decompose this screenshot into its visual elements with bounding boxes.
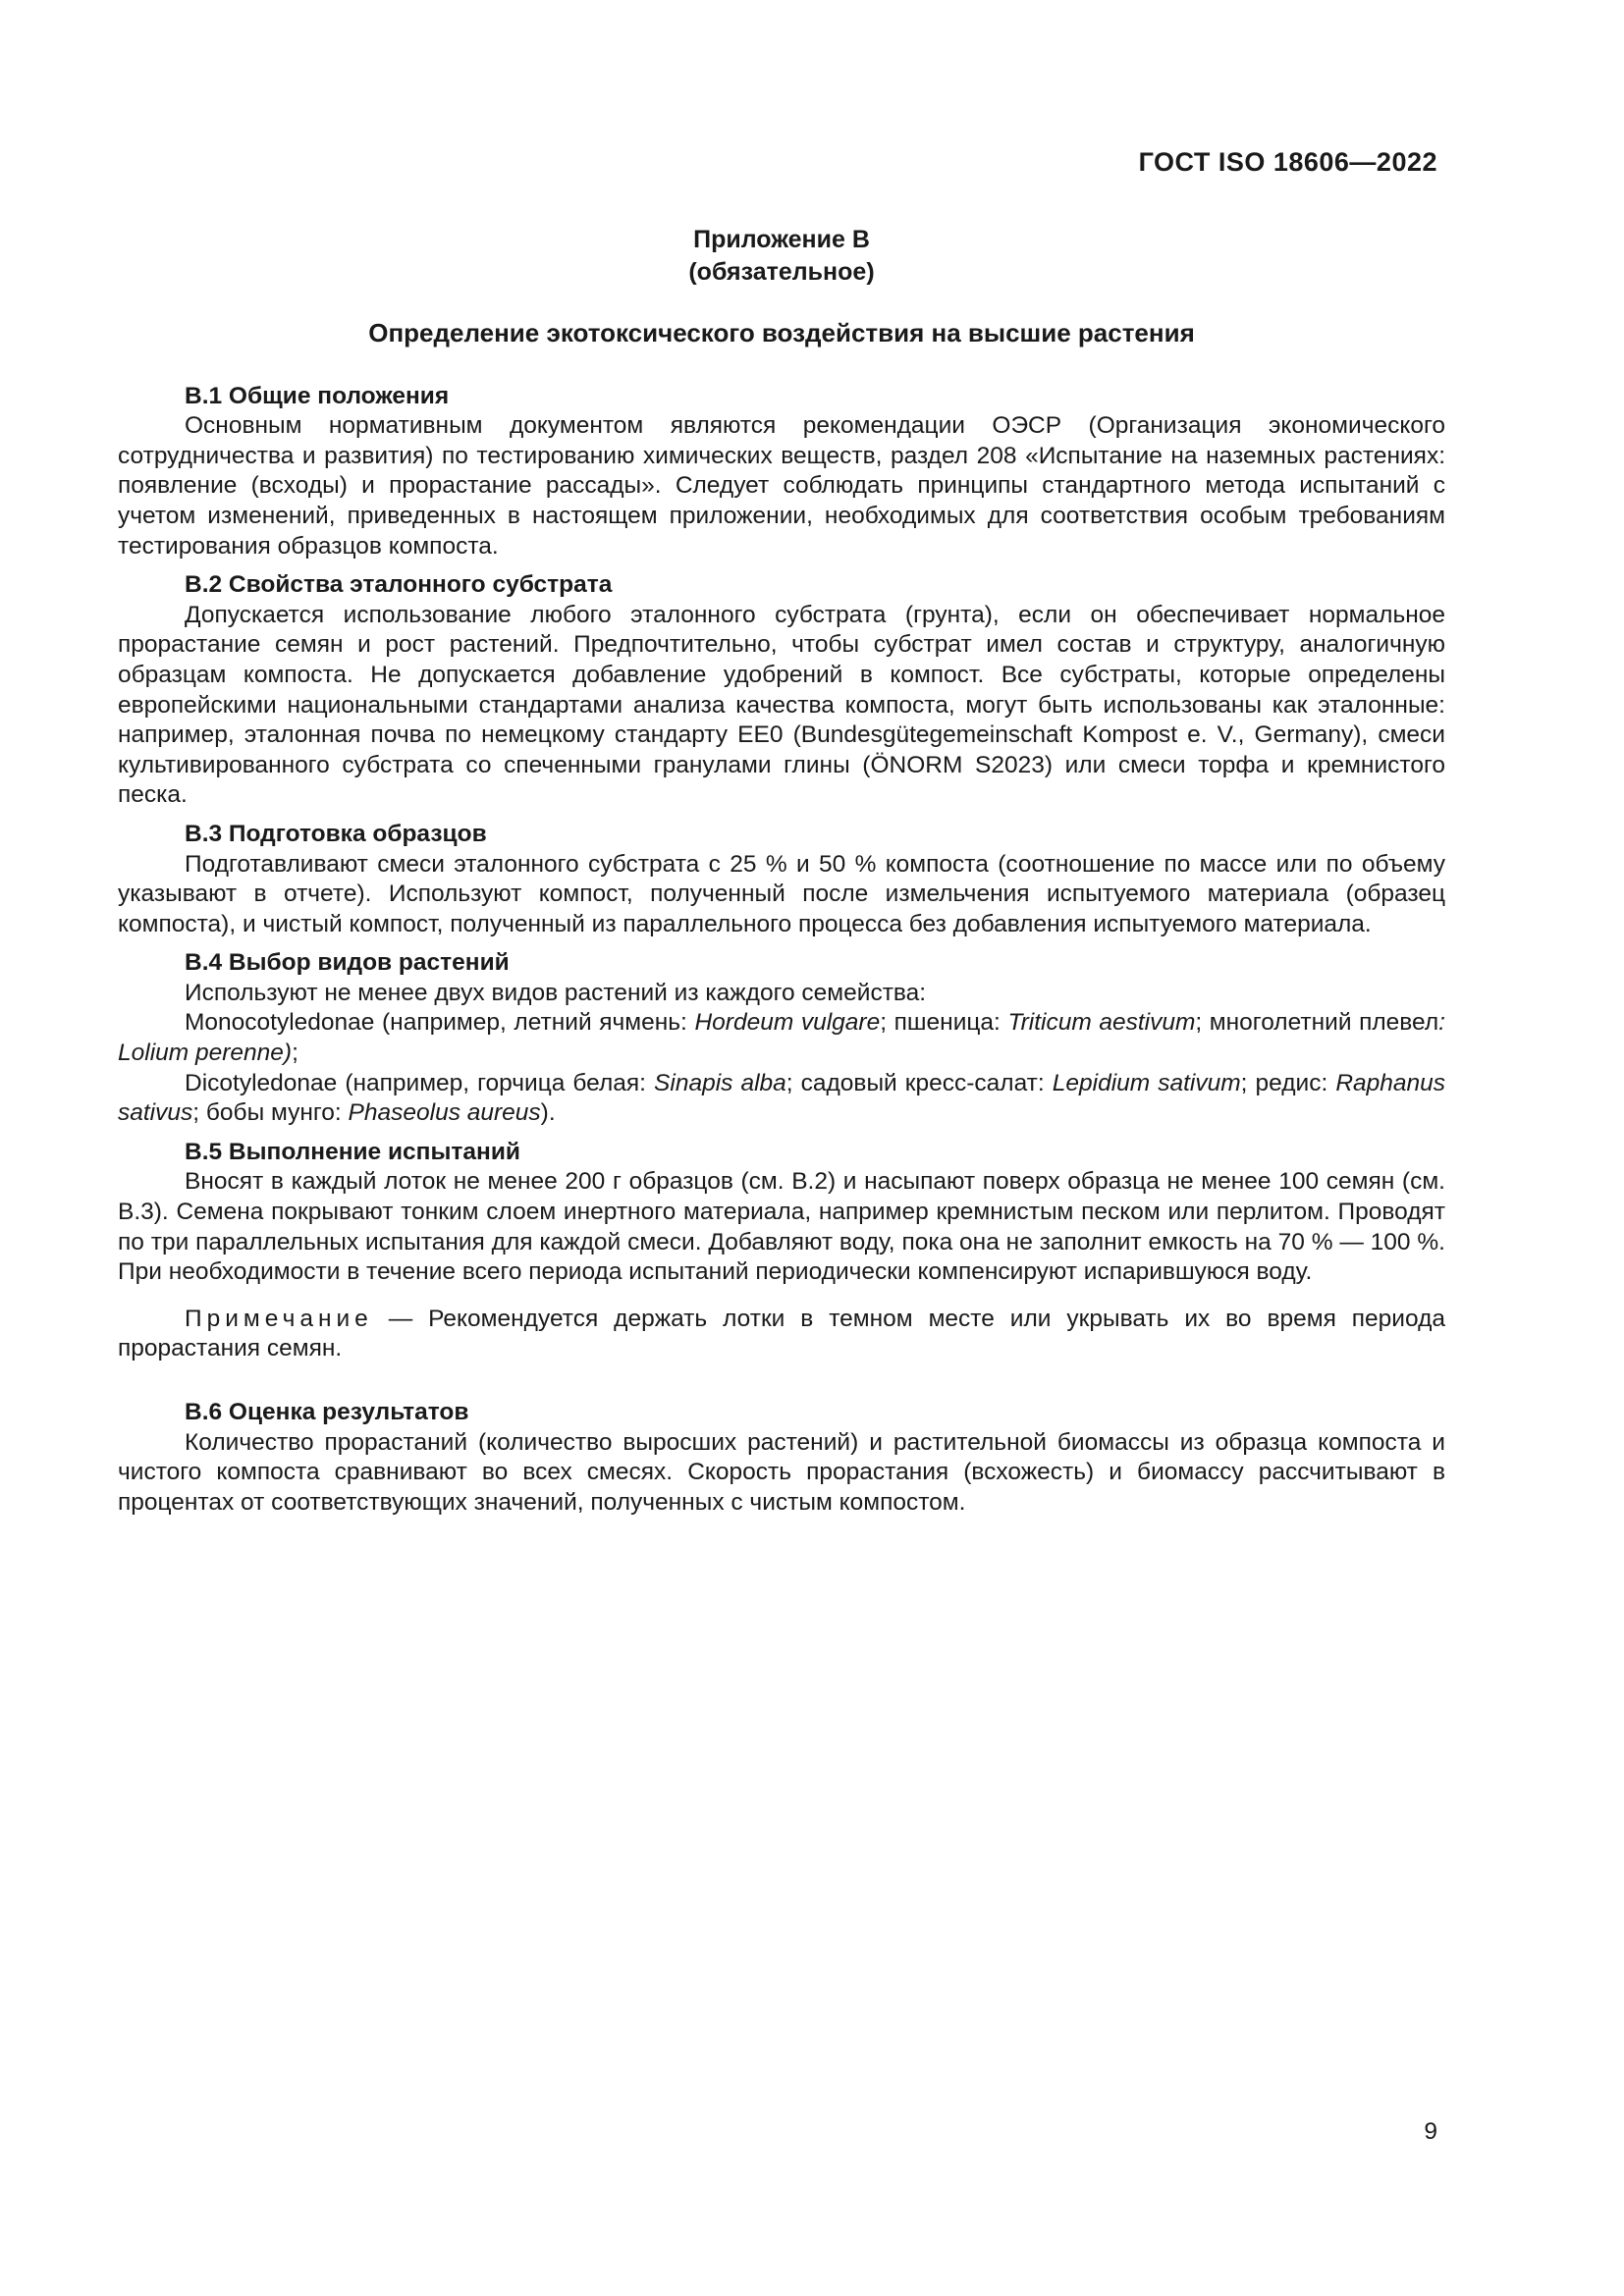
dicotyledonae-paragraph	[118, 1069, 1445, 1129]
di-text-b: ; садовый кресс-салат:	[785, 1069, 1053, 1096]
appendix-status: (обязательное)	[688, 258, 875, 286]
page-number: 9	[1424, 2118, 1437, 2145]
section-b5-text: Вносят в каждый лоток не менее 200 г образцов (см. В.2) и насыпают поверх образца не менее 100 семян (см. В.3). Семена покрывают тонким слоем инертного материала, например кремнистым песком или перлитом. Проводят по три параллельных испытания для каждой смеси. Добавляют воду, пока она не заполнит емкость на 70 % — 100 %. При необходимости в течение всего периода испытаний периодически компенсируют испарившуюся воду.	[118, 1168, 1445, 1286]
section-b5-note	[118, 1305, 1445, 1364]
section-b3-heading: В.3 Подготовка образцов	[185, 820, 487, 847]
section-b6-text: Количество прорастаний (количество выросших растений) и растительной биомассы из образца компоста и чистого компоста сравнивают во всех смесях. Скорость прорастания (всхожесть) и биомассу рассчитывают в процентах от соответствующих значений, полученных с чистым компостом.	[118, 1428, 1445, 1516]
species-lepidium: Lepidium sativum	[1052, 1069, 1241, 1096]
section-b4-heading: В.4 Выбор видов растений	[185, 949, 510, 977]
section-b1-text: Основным нормативным документом являются рекомендации ОЭСР (Организация экономического сотрудничества и развития) по тестированию химических веществ, раздел 208 «Испытание на наземных растениях: появление (всходы) и прорастание рассады». Следует соблюдать принципы стандартного метода испытаний с учетом изменений, приведенных в настоящем приложении, необходимых для соответствия особым требованиям тестирования образцов компоста.	[118, 412, 1445, 560]
species-phaseolus: Phaseolus aureus	[348, 1099, 541, 1127]
section-b5-heading: В.5 Выполнение испытаний	[185, 1138, 520, 1165]
monocotyledonae-paragraph	[118, 1008, 1445, 1068]
species-sinapis: Sinapis alba	[654, 1069, 786, 1096]
section-b6-heading: В.6 Оценка результатов	[185, 1399, 469, 1425]
di-text-a: Dicotyledonae (например, горчица белая:	[185, 1069, 655, 1096]
mono-text-d: ;	[292, 1040, 298, 1067]
di-text-c: ; редис:	[1240, 1069, 1336, 1096]
species-triticum: Triticum aestivum	[1007, 1009, 1196, 1037]
section-b3-text: Подготавливают смеси эталонного субстрата с 25 % и 50 % компоста (соотношение по массе или по объему указывают в отчете). Используют компост, полученный после измельчения испытуемого материала (образец компоста), и чистый компост, полученный из параллельного процесса без добавления испытуемого материала.	[118, 850, 1445, 937]
species-hordeum: Hordeum vulgare	[694, 1009, 881, 1037]
di-text-d: ; бобы мунго:	[192, 1099, 349, 1127]
mono-text-a: Monocotyledonae (например, летний ячмень:	[185, 1009, 695, 1037]
page-content	[118, 224, 1445, 1518]
di-text-e: ).	[540, 1099, 556, 1127]
section-b2-text: Допускается использование любого эталонного субстрата (грунта), если он обеспечивает нормальное прорастание семян и рост растений. Предпочтительно, чтобы субстрат имел состав и структуру, аналогичную образцам компоста. Не допускается добавление удобрений в компост. Все субстраты, которые определены европейскими национальными стандартами анализа качества компоста, могут быть использованы как эталонные: например, эталонная почва по немецкому стандарту EE0 (Bundesgütegemeinschaft Kompost e. V., Germany), смеси культивированного субстрата со спеченными гранулами глины (ÖNORM S2023) или смеси торфа и кремнистого песка.	[118, 601, 1445, 809]
section-b2-heading: В.2 Свойства эталонного субстрата	[185, 571, 613, 599]
note-label: Примечание	[185, 1305, 373, 1332]
mono-text-b: ; пшеница:	[880, 1009, 1008, 1037]
document-code: ГОСТ ISO 18606—2022	[1138, 147, 1437, 177]
species-lolium: : Lolium perenne)	[118, 1009, 1445, 1067]
species-raphanus: Raphanus sativus	[118, 1069, 1446, 1127]
mono-text-c: ; многолетний плевел	[1195, 1009, 1439, 1037]
section-b1-heading: В.1 Общие положения	[185, 382, 450, 409]
section-b4-intro: Используют не менее двух видов растений из каждого семейства:	[185, 979, 927, 1006]
appendix-heading: Определение экотоксического воздействия на высшие растения	[368, 318, 1195, 347]
note-text: — Рекомендуется держать лотки в темном месте или укрывать их во время периода прорастания семян.	[118, 1305, 1445, 1362]
appendix-title: Приложение В	[693, 226, 870, 253]
